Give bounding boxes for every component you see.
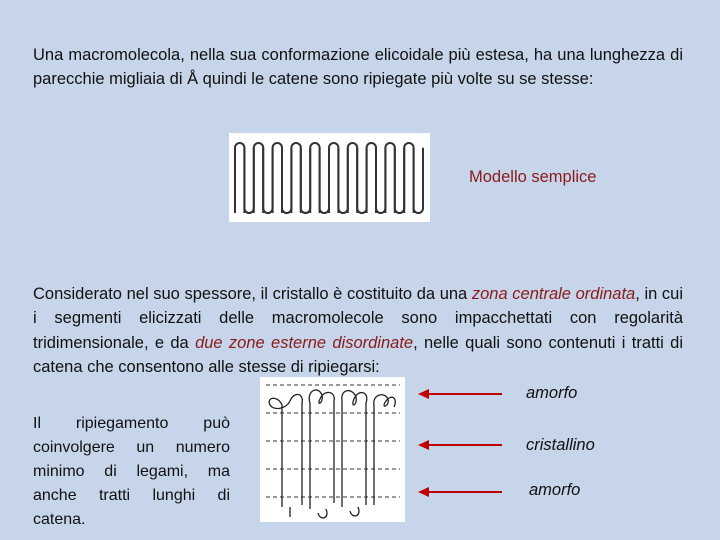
chain-fold bbox=[367, 143, 376, 213]
crystal-text-2: , in cui i segmenti elicizzati delle macromolecole sono impacchettati con regolarità tridimensionale, e da bbox=[33, 284, 684, 352]
chain-fold bbox=[376, 148, 385, 213]
arrow-left-icon bbox=[416, 485, 504, 499]
crystal-text-1: Considerato nel suo spessore, il cristallo è costituito da una bbox=[33, 284, 472, 303]
chain-fold bbox=[414, 148, 423, 213]
arrow-left-icon bbox=[416, 387, 504, 401]
chain-fold bbox=[244, 148, 253, 213]
folding-note: Il ripiegamento può coinvolgere un numero minimo di legami, ma anche tratti lunghi di catena. bbox=[33, 415, 230, 528]
chain-fold bbox=[291, 143, 300, 213]
chain-fold bbox=[338, 148, 347, 213]
lamella-drawing bbox=[260, 377, 405, 522]
chain-fold bbox=[395, 148, 404, 213]
folded-chain-simple-figure bbox=[229, 133, 430, 222]
simple-model-label: Modello semplice bbox=[469, 168, 597, 186]
central-ordered-zone-term: zona centrale ordinata bbox=[471, 284, 636, 303]
crystal-paragraph bbox=[33, 282, 683, 380]
chain-fold bbox=[254, 143, 263, 213]
intro-paragraph: Una macromolecola, nella sua conformazione elicoidale più estesa, ha una lunghezza di parecchie migliaia di Å quindi le catene sono ripiegate più volte su se stesse: bbox=[33, 45, 683, 88]
chain-fold bbox=[273, 143, 282, 213]
outer-disordered-zones-term: due zone esterne disordinate bbox=[195, 333, 414, 352]
chain-fold bbox=[329, 143, 338, 213]
chain-fold bbox=[404, 143, 413, 213]
chain-fold bbox=[320, 148, 329, 213]
zone-label-amorphous-bottom: amorfo bbox=[529, 481, 581, 499]
zone-label-crystalline: cristallino bbox=[526, 436, 595, 454]
zone-label-amorphous-top: amorfo bbox=[526, 384, 578, 402]
lamella-zones-figure bbox=[260, 377, 405, 522]
chain-fold bbox=[282, 148, 291, 213]
chain-fold bbox=[385, 143, 394, 213]
chain-fold bbox=[301, 148, 310, 213]
arrow-left-icon bbox=[416, 438, 504, 452]
crystal-text-3: , nelle quali sono contenuti i tratti di catena che consentono alle stesse di ripiegarsi: bbox=[33, 333, 683, 376]
chain-fold bbox=[263, 148, 272, 213]
chain-fold bbox=[310, 143, 319, 213]
folded-chain-drawing bbox=[229, 133, 430, 222]
chain-fold bbox=[348, 143, 357, 213]
chain-fold bbox=[357, 148, 366, 213]
chain-fold bbox=[235, 143, 244, 213]
